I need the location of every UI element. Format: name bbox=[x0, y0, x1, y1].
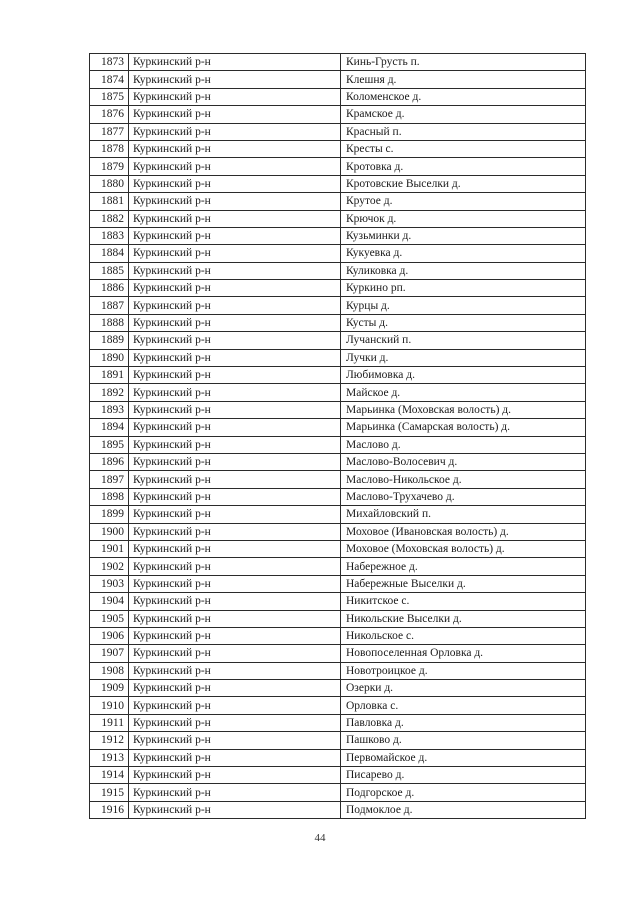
table-row bbox=[90, 697, 586, 714]
row-number-cell: 1903 bbox=[90, 575, 129, 592]
row-number-cell: 1882 bbox=[90, 210, 129, 227]
row-number-cell: 1886 bbox=[90, 280, 129, 297]
table-row bbox=[90, 71, 586, 88]
district-cell: Куркинский р-н bbox=[129, 314, 341, 331]
row-number-cell: 1913 bbox=[90, 749, 129, 766]
district-cell: Куркинский р-н bbox=[129, 471, 341, 488]
row-number-cell: 1880 bbox=[90, 175, 129, 192]
table-row bbox=[90, 123, 586, 140]
table-row bbox=[90, 88, 586, 105]
table-row bbox=[90, 140, 586, 157]
settlement-cell: Марьинка (Самарская волость) д. bbox=[341, 419, 586, 436]
row-number-cell: 1892 bbox=[90, 384, 129, 401]
table-row bbox=[90, 732, 586, 749]
row-number-cell: 1908 bbox=[90, 662, 129, 679]
settlement-cell: Новотроицкое д. bbox=[341, 662, 586, 679]
settlement-cell: Крючок д. bbox=[341, 210, 586, 227]
row-number-cell: 1914 bbox=[90, 767, 129, 784]
settlement-cell: Куликовка д. bbox=[341, 262, 586, 279]
row-number-cell: 1881 bbox=[90, 193, 129, 210]
settlement-cell: Никитское с. bbox=[341, 593, 586, 610]
district-cell: Куркинский р-н bbox=[129, 297, 341, 314]
settlement-cell: Кротовка д. bbox=[341, 158, 586, 175]
district-cell: Куркинский р-н bbox=[129, 54, 341, 71]
row-number-cell: 1874 bbox=[90, 71, 129, 88]
settlement-cell: Новопоселенная Орловка д. bbox=[341, 645, 586, 662]
settlement-cell: Крамское д. bbox=[341, 106, 586, 123]
table-row bbox=[90, 193, 586, 210]
table-row bbox=[90, 784, 586, 801]
settlement-cell: Клешня д. bbox=[341, 71, 586, 88]
table-row bbox=[90, 593, 586, 610]
district-cell: Куркинский р-н bbox=[129, 540, 341, 557]
settlement-cell: Моховое (Ивановская волость) д. bbox=[341, 523, 586, 540]
row-number-cell: 1893 bbox=[90, 401, 129, 418]
district-cell: Куркинский р-н bbox=[129, 575, 341, 592]
district-cell: Куркинский р-н bbox=[129, 384, 341, 401]
district-cell: Куркинский р-н bbox=[129, 732, 341, 749]
district-cell: Куркинский р-н bbox=[129, 488, 341, 505]
table-row bbox=[90, 506, 586, 523]
district-cell: Куркинский р-н bbox=[129, 332, 341, 349]
district-cell: Куркинский р-н bbox=[129, 436, 341, 453]
row-number-cell: 1898 bbox=[90, 488, 129, 505]
table-row bbox=[90, 158, 586, 175]
table-row bbox=[90, 610, 586, 627]
settlement-cell: Подмоклое д. bbox=[341, 801, 586, 818]
row-number-cell: 1901 bbox=[90, 540, 129, 557]
row-number-cell: 1904 bbox=[90, 593, 129, 610]
row-number-cell: 1875 bbox=[90, 88, 129, 105]
settlement-cell: Майское д. bbox=[341, 384, 586, 401]
row-number-cell: 1902 bbox=[90, 558, 129, 575]
settlement-cell: Маслово д. bbox=[341, 436, 586, 453]
row-number-cell: 1915 bbox=[90, 784, 129, 801]
table-row bbox=[90, 332, 586, 349]
row-number-cell: 1889 bbox=[90, 332, 129, 349]
settlement-cell: Никольское с. bbox=[341, 627, 586, 644]
table-row bbox=[90, 645, 586, 662]
district-cell: Куркинский р-н bbox=[129, 401, 341, 418]
table-row bbox=[90, 575, 586, 592]
district-cell: Куркинский р-н bbox=[129, 262, 341, 279]
table-row bbox=[90, 558, 586, 575]
table-row bbox=[90, 488, 586, 505]
row-number-cell: 1900 bbox=[90, 523, 129, 540]
table-row bbox=[90, 436, 586, 453]
table-row bbox=[90, 453, 586, 470]
row-number-cell: 1905 bbox=[90, 610, 129, 627]
table-row bbox=[90, 767, 586, 784]
table-row bbox=[90, 349, 586, 366]
settlement-cell: Первомайское д. bbox=[341, 749, 586, 766]
table-row bbox=[90, 280, 586, 297]
table-row bbox=[90, 662, 586, 679]
settlement-cell: Маслово-Трухачево д. bbox=[341, 488, 586, 505]
table-row bbox=[90, 262, 586, 279]
row-number-cell: 1899 bbox=[90, 506, 129, 523]
row-number-cell: 1907 bbox=[90, 645, 129, 662]
row-number-cell: 1896 bbox=[90, 453, 129, 470]
table-row bbox=[90, 314, 586, 331]
table-row bbox=[90, 384, 586, 401]
settlement-cell: Набережные Выселки д. bbox=[341, 575, 586, 592]
district-cell: Куркинский р-н bbox=[129, 106, 341, 123]
row-number-cell: 1873 bbox=[90, 54, 129, 71]
table-row bbox=[90, 54, 586, 71]
table-row bbox=[90, 540, 586, 557]
district-cell: Куркинский р-н bbox=[129, 784, 341, 801]
row-number-cell: 1911 bbox=[90, 714, 129, 731]
table-row bbox=[90, 175, 586, 192]
table-row bbox=[90, 401, 586, 418]
settlement-cell: Орловка с. bbox=[341, 697, 586, 714]
table-row bbox=[90, 523, 586, 540]
district-cell: Куркинский р-н bbox=[129, 175, 341, 192]
settlement-cell: Никольские Выселки д. bbox=[341, 610, 586, 627]
row-number-cell: 1894 bbox=[90, 419, 129, 436]
settlement-cell: Кресты с. bbox=[341, 140, 586, 157]
table-row bbox=[90, 297, 586, 314]
settlement-cell: Крутое д. bbox=[341, 193, 586, 210]
settlement-cell: Кузьминки д. bbox=[341, 227, 586, 244]
settlement-cell: Любимовка д. bbox=[341, 367, 586, 384]
settlement-cell: Курцы д. bbox=[341, 297, 586, 314]
district-cell: Куркинский р-н bbox=[129, 453, 341, 470]
district-cell: Куркинский р-н bbox=[129, 193, 341, 210]
district-cell: Куркинский р-н bbox=[129, 71, 341, 88]
district-cell: Куркинский р-н bbox=[129, 558, 341, 575]
page-number: 44 bbox=[314, 832, 326, 844]
district-cell: Куркинский р-н bbox=[129, 645, 341, 662]
row-number-cell: 1909 bbox=[90, 680, 129, 697]
settlement-cell: Михайловский п. bbox=[341, 506, 586, 523]
district-cell: Куркинский р-н bbox=[129, 627, 341, 644]
settlement-cell: Подгорское д. bbox=[341, 784, 586, 801]
row-number-cell: 1906 bbox=[90, 627, 129, 644]
settlement-cell: Кинь-Грусть п. bbox=[341, 54, 586, 71]
row-number-cell: 1879 bbox=[90, 158, 129, 175]
settlement-cell: Павловка д. bbox=[341, 714, 586, 731]
row-number-cell: 1895 bbox=[90, 436, 129, 453]
row-number-cell: 1887 bbox=[90, 297, 129, 314]
district-cell: Куркинский р-н bbox=[129, 349, 341, 366]
settlements-table bbox=[89, 53, 586, 819]
table-row bbox=[90, 419, 586, 436]
row-number-cell: 1884 bbox=[90, 245, 129, 262]
table-row bbox=[90, 714, 586, 731]
settlement-cell: Красный п. bbox=[341, 123, 586, 140]
settlement-cell: Моховое (Моховская волость) д. bbox=[341, 540, 586, 557]
row-number-cell: 1876 bbox=[90, 106, 129, 123]
row-number-cell: 1878 bbox=[90, 140, 129, 157]
district-cell: Куркинский р-н bbox=[129, 801, 341, 818]
settlement-cell: Куркино рп. bbox=[341, 280, 586, 297]
district-cell: Куркинский р-н bbox=[129, 767, 341, 784]
district-cell: Куркинский р-н bbox=[129, 419, 341, 436]
row-number-cell: 1910 bbox=[90, 697, 129, 714]
settlement-cell: Набережное д. bbox=[341, 558, 586, 575]
row-number-cell: 1885 bbox=[90, 262, 129, 279]
table-row bbox=[90, 227, 586, 244]
settlements-table-body bbox=[90, 54, 586, 819]
settlement-cell: Маслово-Никольское д. bbox=[341, 471, 586, 488]
table-row bbox=[90, 801, 586, 818]
settlement-cell: Маслово-Волосевич д. bbox=[341, 453, 586, 470]
settlement-cell: Кусты д. bbox=[341, 314, 586, 331]
district-cell: Куркинский р-н bbox=[129, 593, 341, 610]
settlement-cell: Озерки д. bbox=[341, 680, 586, 697]
table-row bbox=[90, 367, 586, 384]
row-number-cell: 1912 bbox=[90, 732, 129, 749]
district-cell: Куркинский р-н bbox=[129, 123, 341, 140]
settlement-cell: Лучки д. bbox=[341, 349, 586, 366]
district-cell: Куркинский р-н bbox=[129, 140, 341, 157]
settlement-cell: Марьинка (Моховская волость) д. bbox=[341, 401, 586, 418]
table-row bbox=[90, 680, 586, 697]
settlement-cell: Кротовские Выселки д. bbox=[341, 175, 586, 192]
district-cell: Куркинский р-н bbox=[129, 367, 341, 384]
district-cell: Куркинский р-н bbox=[129, 662, 341, 679]
district-cell: Куркинский р-н bbox=[129, 610, 341, 627]
district-cell: Куркинский р-н bbox=[129, 210, 341, 227]
row-number-cell: 1916 bbox=[90, 801, 129, 818]
row-number-cell: 1883 bbox=[90, 227, 129, 244]
district-cell: Куркинский р-н bbox=[129, 280, 341, 297]
settlement-cell: Лучанский п. bbox=[341, 332, 586, 349]
district-cell: Куркинский р-н bbox=[129, 697, 341, 714]
table-row bbox=[90, 210, 586, 227]
row-number-cell: 1877 bbox=[90, 123, 129, 140]
settlement-cell: Писарево д. bbox=[341, 767, 586, 784]
district-cell: Куркинский р-н bbox=[129, 506, 341, 523]
table-row bbox=[90, 749, 586, 766]
district-cell: Куркинский р-н bbox=[129, 749, 341, 766]
district-cell: Куркинский р-н bbox=[129, 680, 341, 697]
district-cell: Куркинский р-н bbox=[129, 227, 341, 244]
settlement-cell: Коломенское д. bbox=[341, 88, 586, 105]
table-row bbox=[90, 245, 586, 262]
row-number-cell: 1890 bbox=[90, 349, 129, 366]
table-row bbox=[90, 471, 586, 488]
district-cell: Куркинский р-н bbox=[129, 88, 341, 105]
settlement-cell: Кукуевка д. bbox=[341, 245, 586, 262]
table-row bbox=[90, 106, 586, 123]
district-cell: Куркинский р-н bbox=[129, 245, 341, 262]
district-cell: Куркинский р-н bbox=[129, 523, 341, 540]
district-cell: Куркинский р-н bbox=[129, 158, 341, 175]
table-row bbox=[90, 627, 586, 644]
row-number-cell: 1888 bbox=[90, 314, 129, 331]
row-number-cell: 1897 bbox=[90, 471, 129, 488]
row-number-cell: 1891 bbox=[90, 367, 129, 384]
settlement-cell: Пашково д. bbox=[341, 732, 586, 749]
district-cell: Куркинский р-н bbox=[129, 714, 341, 731]
